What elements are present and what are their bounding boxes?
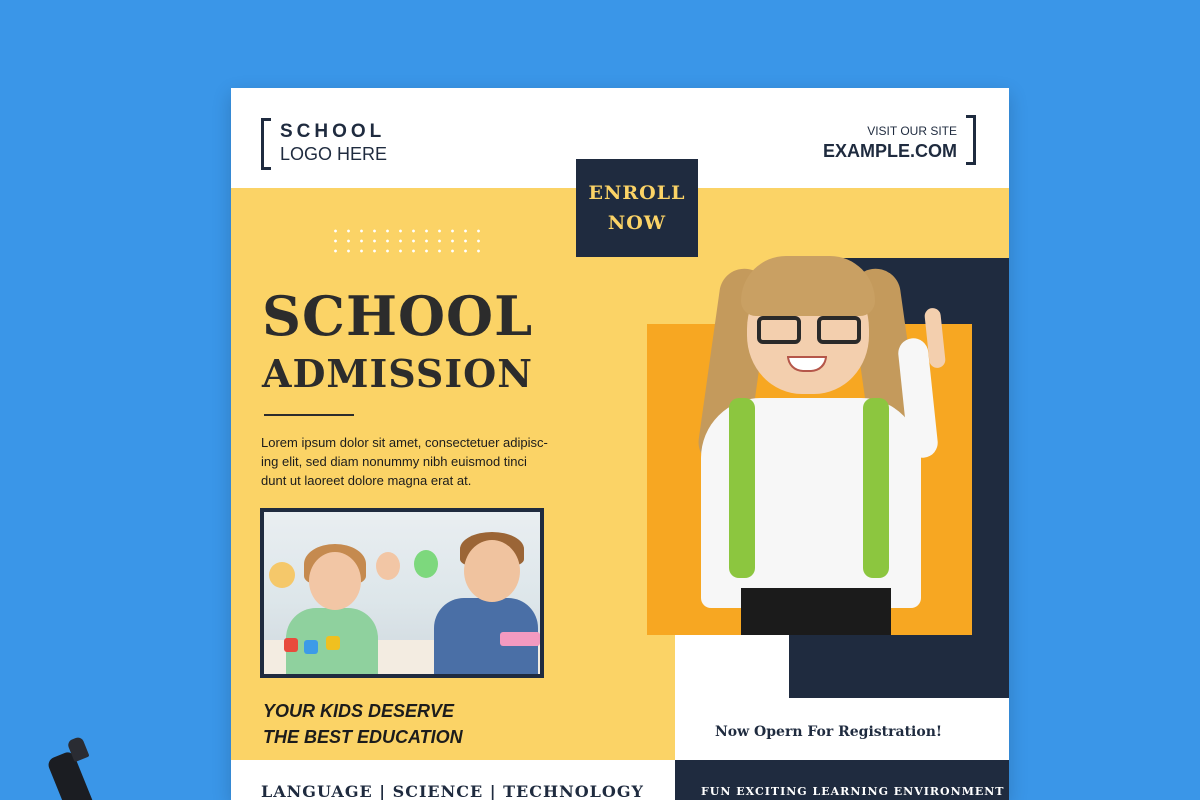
headline-divider <box>264 414 354 416</box>
enroll-label-line2: NOW <box>607 212 667 234</box>
photo-girl-head <box>309 552 361 610</box>
schoolgirl-photo <box>641 248 971 635</box>
girl-backpack-strap-right <box>863 398 889 578</box>
body-paragraph <box>261 433 561 490</box>
girl-glasses-right <box>817 316 861 344</box>
body-line-1: Lorem ipsum dolor sit amet, consectetuer adipisc- <box>261 435 548 450</box>
photo-boy-head <box>464 540 520 602</box>
white-accent-block <box>675 633 789 703</box>
photo-raised-hand <box>376 552 400 580</box>
logo-bracket-icon <box>261 118 271 170</box>
tagline-line-1: YOUR KIDS DESERVE <box>263 701 455 721</box>
tagline <box>263 698 463 750</box>
photo-paper-pink <box>500 632 540 646</box>
admission-flyer <box>231 88 1009 800</box>
logo-title: SCHOOL <box>280 121 386 142</box>
site-bracket-icon <box>966 115 976 165</box>
photo-paint-pot-red <box>284 638 298 652</box>
registration-notice: Now Opern For Registration! <box>715 724 943 740</box>
logo-subtitle: LOGO HERE <box>280 144 388 164</box>
girl-backpack-strap-left <box>729 398 755 578</box>
girl-glasses-left <box>757 316 801 344</box>
photo-paint-pot-blue <box>304 640 318 654</box>
body-line-3: dunt ut laoreet dolore magna erat at. <box>261 473 472 488</box>
enroll-now-button[interactable] <box>576 159 698 257</box>
girl-skirt <box>741 588 891 635</box>
tagline-line-2: THE BEST EDUCATION <box>263 727 463 747</box>
enroll-label-line1: ENROLL <box>588 182 686 204</box>
photo-painted-hand <box>269 562 295 588</box>
photo-paint-pot-yellow <box>326 636 340 650</box>
site-url-link[interactable]: EXAMPLE.COM <box>822 141 957 161</box>
dot-pattern-decoration <box>329 226 489 256</box>
headline-school: SCHOOL <box>262 284 534 348</box>
photo-painted-hand-green <box>414 550 438 578</box>
kids-painting-photo <box>260 508 544 678</box>
site-label: VISIT OUR SITE <box>867 124 957 138</box>
body-line-2: ing elit, sed diam nonummy nibh euismod tinci <box>261 454 527 469</box>
environment-text: FUN EXCITING LEARNING ENVIRONMENT <box>701 785 1005 798</box>
headline-admission: ADMISSION <box>262 351 533 396</box>
girl-hair <box>741 256 875 316</box>
subjects-list: LANGUAGE | SCIENCE | TECHNOLOGY <box>261 782 644 800</box>
